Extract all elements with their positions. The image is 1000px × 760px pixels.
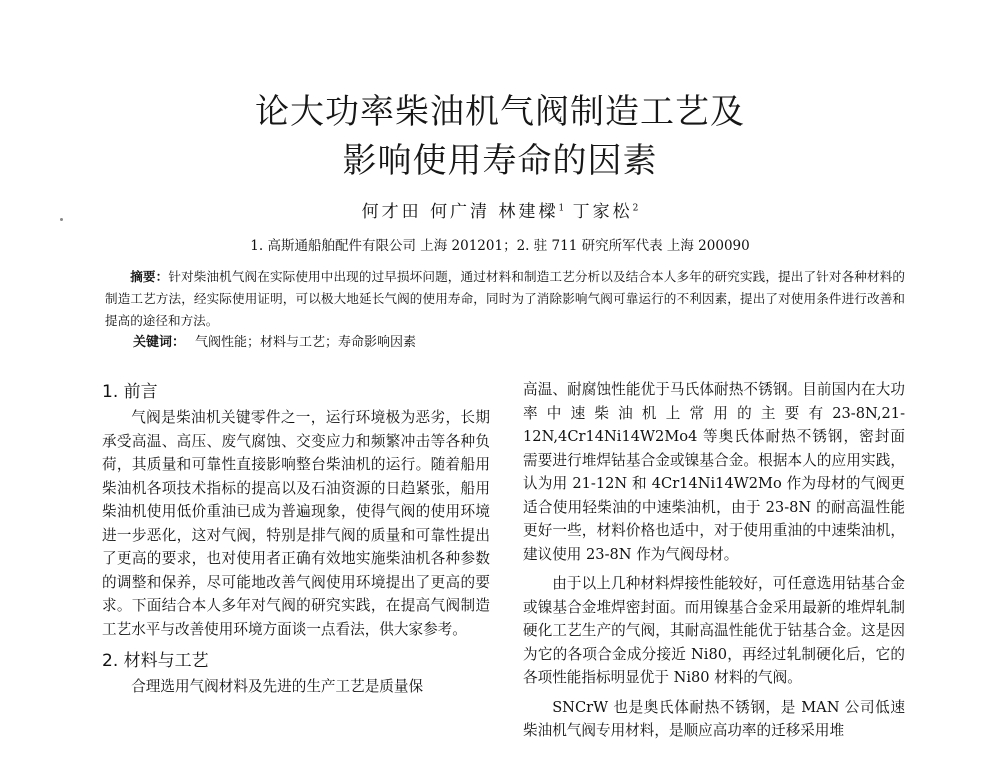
paper-title-line-1: 论大功率柴油机气阀制造工艺及 [255,92,745,132]
keywords-label: 关键词： [133,335,186,350]
author-name: 丁家松 [572,202,633,222]
author-name: 何才田 [361,202,422,222]
author-superscript: 2 [632,203,639,214]
right-paragraph-3: SNCrW 也是奥氏体耐热不锈钢，是 MAN 公司低速柴油机气阀专用材料，是顺应高功率的迁移采用堆 [523,698,905,739]
keywords-text: 气阀性能；材料与工艺；寿命影响因素 [195,335,417,350]
left-column [102,378,490,699]
author-name: 林建樑 [498,202,559,222]
right-column [523,378,905,743]
paper-title-line-2: 影响使用寿命的因素 [342,141,658,181]
introduction-paragraph: 气阀是柴油机关键零件之一，运行环境极为恶劣，长期承受高温、高压、废气腐蚀、交变应力和频繁冲击等各种负荷，其质量和可靠性直接影响整台柴油机的运行。随着船用柴油机各项技术指标的提高以及石油资源的日趋紧张，船用柴油机使用低价重油已成为普遍现象，使得气阀的使用环境进一步恶化，这对气阀，特别是排气阀的质量和可靠性提出了更高的要求，也对使用者正确有效地实施柴油机各种参数的调整和保养，尽可能地改善气阀使用环境提出了更高的要求。下面结合本人多年对气阀的研究实践，在提高气阀制造工艺水平与改善使用环境方面谈一点看法，供大家参考。 [102,409,490,638]
affiliation: 1. 高斯通船舶配件有限公司 上海 201201；2. 驻 711 研究所军代表 上海 200090 [250,238,750,254]
author-name: 何广清 [430,202,491,222]
right-paragraph-1: 高温、耐腐蚀性能优于马氏体耐热不锈钢。目前国内在大功率中速柴油机上常用的主要有23-8N,21-12N,4Cr14Ni14W2Mo4 等奥氏体耐热不锈钢，密封面需要进行堆焊钴基合金或镍基合金。根据本人的应用实践，认为用 21-12N 和 4Cr14Ni14W2Mo 作为母材的气阀更适合使用轻柴油的中速柴油机，由于 23-8N 的耐高温性能更好一些，材料价格也适中，对于使用重油的中速柴油机，建议使用 23-8N 作为气阀母材。 [523,381,905,563]
abstract [105,266,905,332]
abstract-text: 针对柴油机气阀在实际使用中出现的过早损坏问题，通过材料和制造工艺分析以及结合本人多年的研究实践，提出了针对各种材料的制造工艺方法，经实际使用证明，可以极大地延长气阀的使用寿命，同时为了消除影响气阀可靠运行的不利因素，提出了对使用条件进行改善和提高的途径和方法。 [105,269,906,328]
section-heading-introduction: 1. 前言 [102,382,158,402]
right-paragraph-2: 由于以上几种材料焊接性能较好，可任意选用钴基合金或镍基合金堆焊密封面。而用镍基合金采用最新的堆焊轧制硬化工艺生产的气阀，其耐高温性能优于钴基合金。这是因为它的各项合金成分接近 Ni80，再经过轧制硬化后，它的各项性能指标明显优于 Ni80 材料的气阀。 [523,575,905,686]
keywords [133,332,903,354]
author-list [0,197,1000,222]
author-superscript: 1 [558,203,565,214]
materials-paragraph: 合理选用气阀材料及先进的生产工艺是质量保 [131,678,424,695]
abstract-label: 摘要： [130,269,169,284]
section-heading-materials: 2. 材料与工艺 [102,651,209,671]
